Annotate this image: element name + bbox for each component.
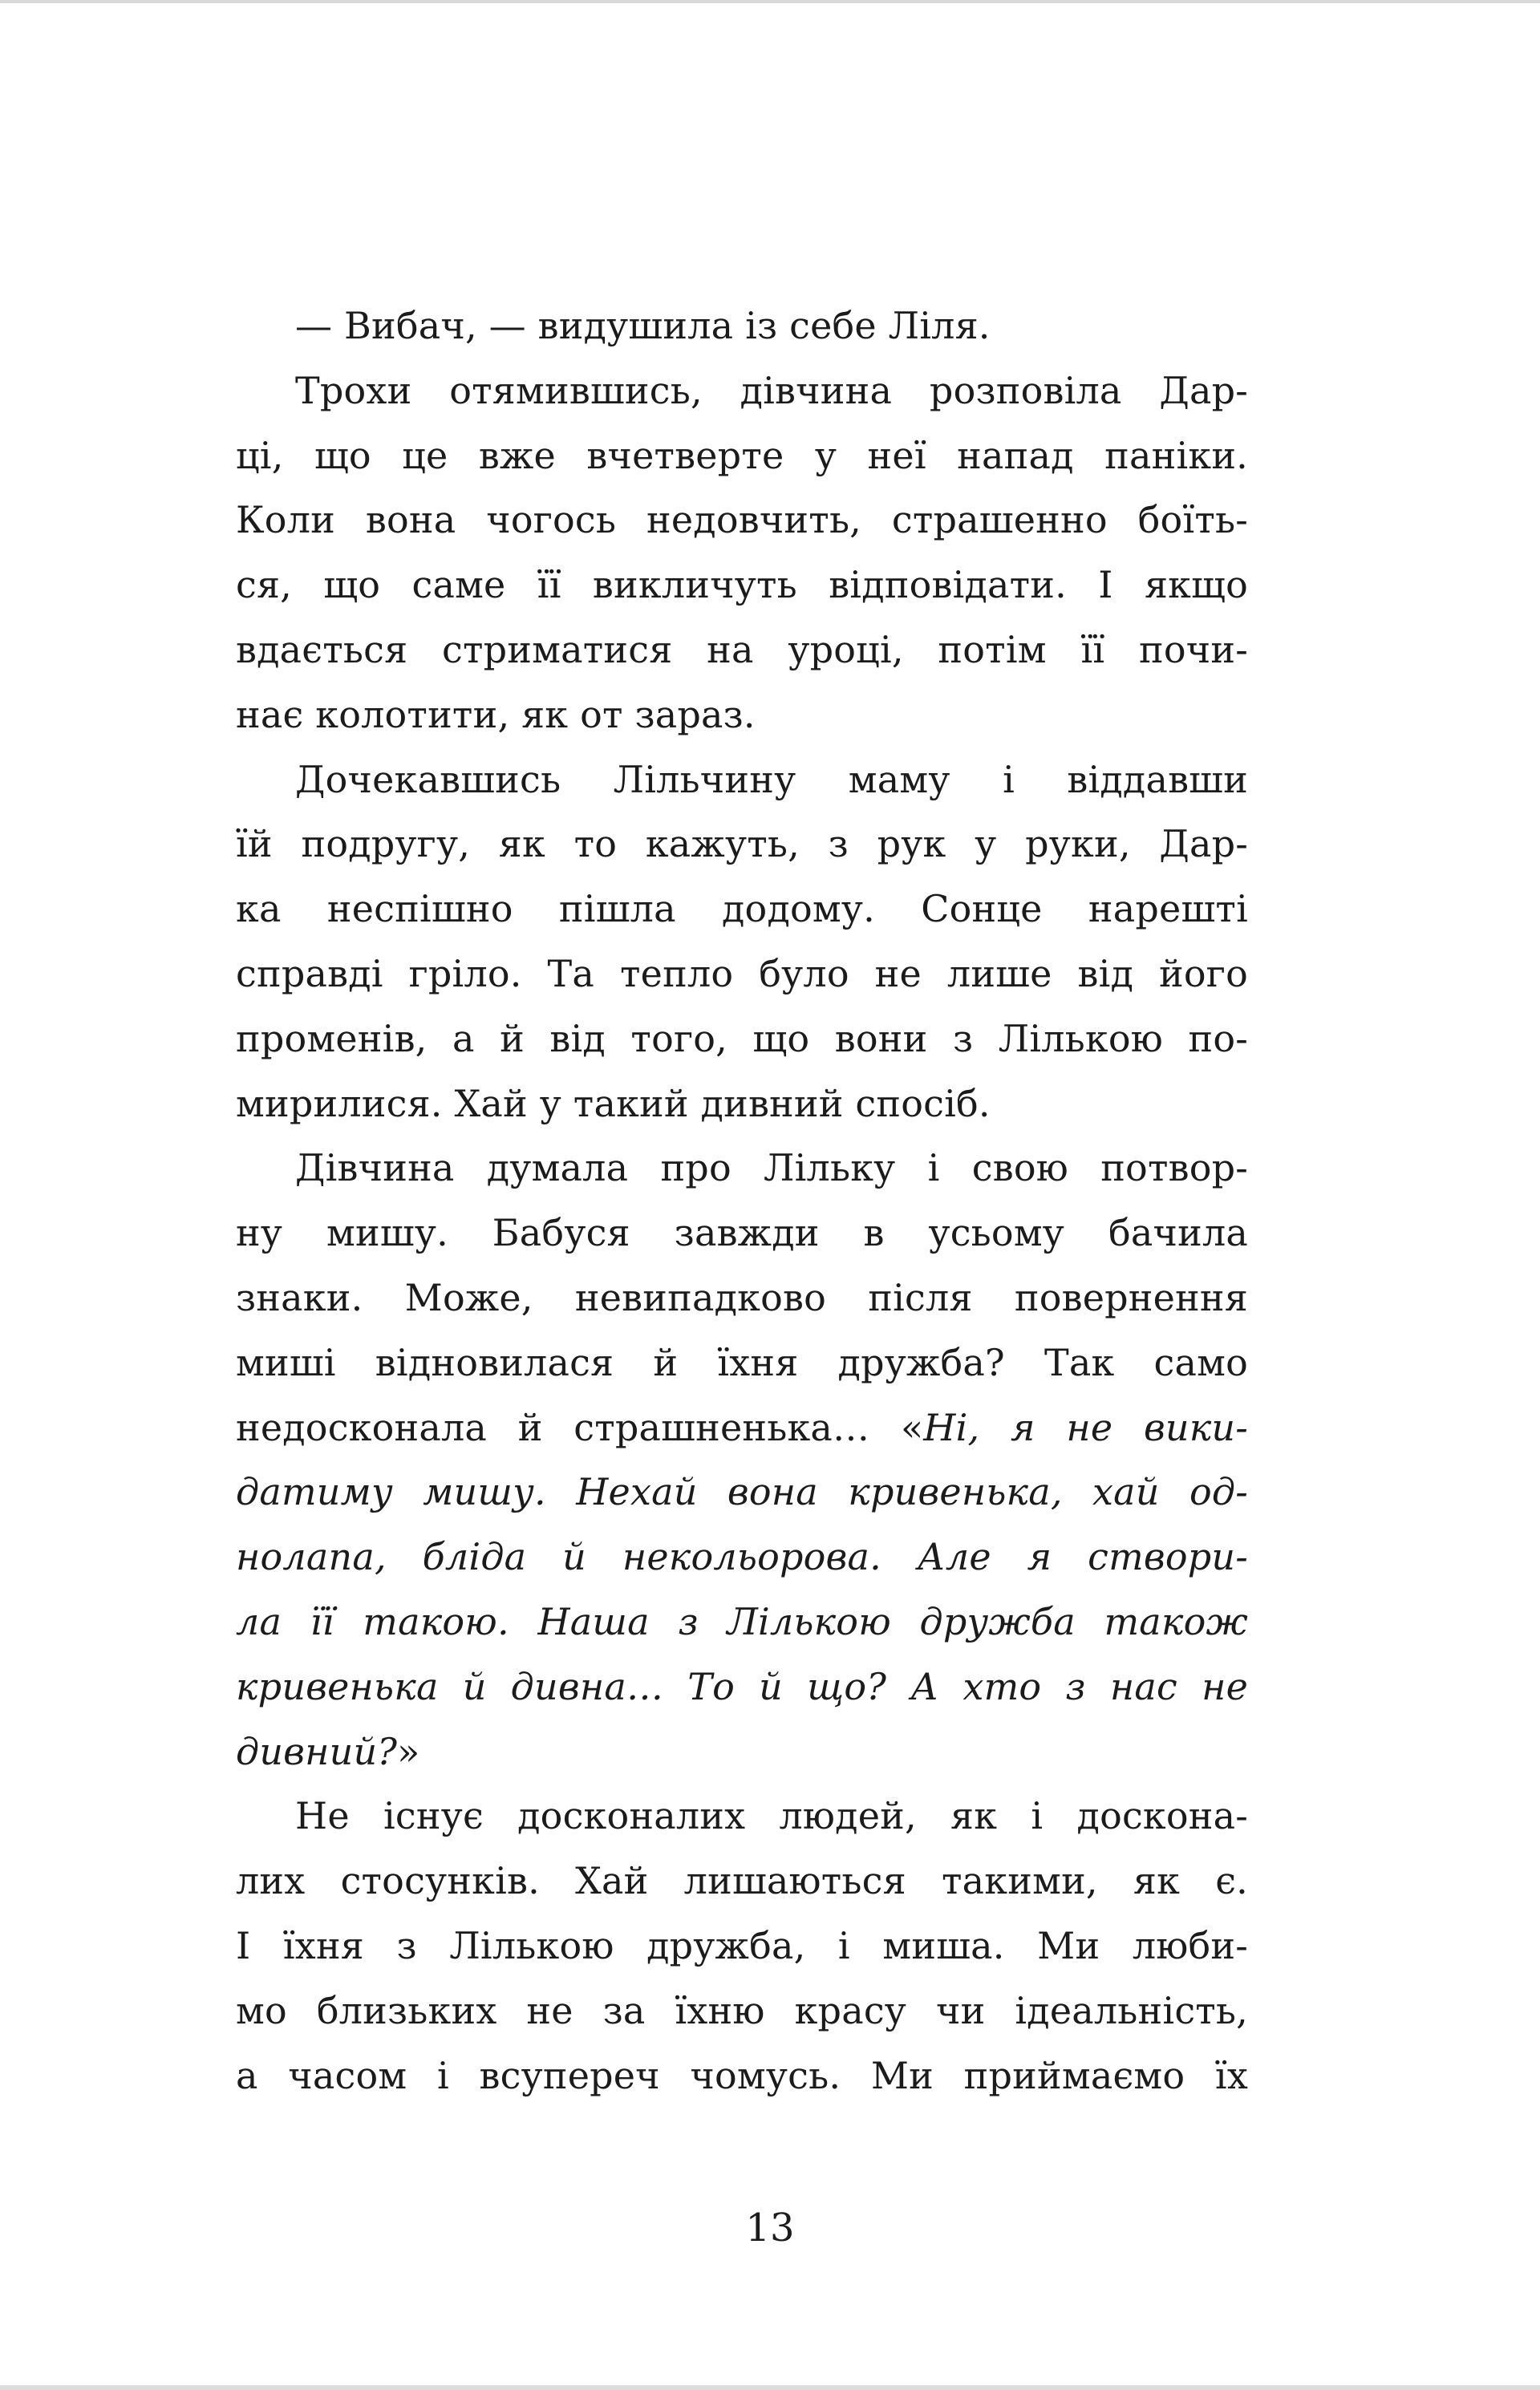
text-line bbox=[236, 358, 1248, 423]
text-run: променів, а й від того, що вони з Лількою по- bbox=[236, 1016, 1248, 1060]
text-line bbox=[236, 877, 1248, 942]
text-line bbox=[236, 294, 1248, 358]
text-run: І їхня з Лількою дружба, і миша. Ми люби- bbox=[236, 1923, 1248, 1967]
text-line bbox=[236, 1266, 1248, 1331]
text-run: Дочекавшись Лільчину маму і віддавши bbox=[295, 757, 1248, 801]
text-run: Коли вона чогось недовчить, страшенно боїть- bbox=[236, 498, 1248, 542]
text-line bbox=[236, 1460, 1248, 1525]
text-line bbox=[236, 2044, 1248, 2108]
body-text bbox=[236, 294, 1248, 2108]
text-line bbox=[236, 1849, 1248, 1914]
text-line bbox=[236, 1784, 1248, 1849]
text-line bbox=[236, 1720, 1248, 1784]
text-line bbox=[236, 1071, 1248, 1136]
text-run: » bbox=[397, 1729, 420, 1773]
italic-text: ла її такою. Наша з Лількою дружба також bbox=[236, 1599, 1248, 1643]
bottom-border bbox=[0, 2385, 1540, 2390]
text-run: лих стосунків. Хай лишаються такими, як є. bbox=[236, 1859, 1248, 1903]
text-line bbox=[236, 812, 1248, 877]
text-run: — Вибач, — видушила із себе Ліля. bbox=[295, 304, 991, 347]
top-border bbox=[0, 0, 1540, 3]
text-run: ну мишу. Бабуся завжди в усьому бачила bbox=[236, 1211, 1248, 1255]
text-line bbox=[236, 1979, 1248, 2044]
italic-text: нолапа, бліда й некольорова. Але я створи- bbox=[236, 1535, 1248, 1579]
text-line bbox=[236, 1525, 1248, 1590]
text-line bbox=[236, 1331, 1248, 1396]
text-run: а часом і всупереч чомусь. Ми приймаємо їх bbox=[236, 2053, 1248, 2097]
text-line bbox=[236, 423, 1248, 488]
italic-text: дивний? bbox=[236, 1729, 398, 1773]
text-line bbox=[236, 1914, 1248, 1979]
text-run: знаки. Може, невипадково після повернення bbox=[236, 1275, 1248, 1319]
italic-text: Ні, я не вики- bbox=[923, 1405, 1248, 1449]
text-run: Трохи отямившись, дівчина розповіла Дар- bbox=[295, 368, 1248, 412]
text-run: Дівчина думала про Лільку і свою потвор- bbox=[295, 1146, 1248, 1190]
text-run: миші відновилася й їхня дружба? Так само bbox=[236, 1340, 1248, 1384]
text-run: вдається стриматися на уроці, потім її почи- bbox=[236, 627, 1248, 671]
page-number: 13 bbox=[745, 2206, 795, 2250]
italic-text: кривенька й дивна… То й що? А хто з нас не bbox=[236, 1664, 1248, 1708]
text-run: нає колотити, як от зараз. bbox=[236, 692, 756, 736]
text-line bbox=[236, 553, 1248, 618]
text-line bbox=[236, 1007, 1248, 1071]
text-run: їй подругу, як то кажуть, з рук у руки, Дар- bbox=[236, 822, 1248, 866]
italic-text: датиму мишу. Нехай вона кривенька, хай од- bbox=[236, 1470, 1248, 1514]
text-run: ці, що це вже вчетверте у неї напад паніки. bbox=[236, 433, 1248, 477]
text-line bbox=[236, 1655, 1248, 1720]
text-line bbox=[236, 942, 1248, 1007]
text-line bbox=[236, 1201, 1248, 1266]
text-line bbox=[236, 488, 1248, 553]
text-line bbox=[236, 1396, 1248, 1460]
text-run: ся, що саме її викличуть відповідати. І якщо bbox=[236, 563, 1248, 607]
text-line bbox=[236, 1136, 1248, 1201]
text-run: Не існує досконалих людей, як і доскона- bbox=[295, 1794, 1248, 1838]
text-line bbox=[236, 618, 1248, 683]
text-run: справді гріло. Та тепло було не лише від його bbox=[236, 951, 1248, 995]
text-line bbox=[236, 683, 1248, 747]
text-run: ка неспішно пішла додому. Сонце нарешті bbox=[236, 887, 1248, 931]
text-run: мирилися. Хай у такий дивний спосіб. bbox=[236, 1081, 991, 1125]
text-line bbox=[236, 1590, 1248, 1655]
text-run: мо близьких не за їхню красу чи ідеальність, bbox=[236, 1988, 1248, 2032]
text-run: недосконала й страшненька… « bbox=[236, 1405, 924, 1449]
text-line bbox=[236, 747, 1248, 812]
